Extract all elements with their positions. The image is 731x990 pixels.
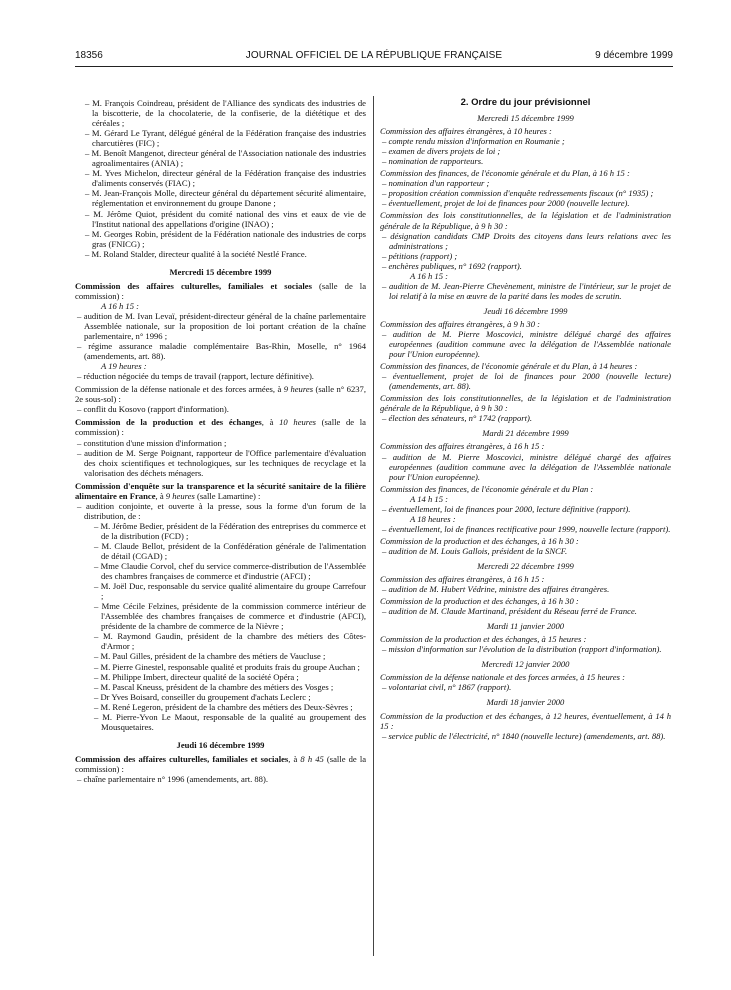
commission-title: Commission des affaires étrangères, à 16 h 15 : bbox=[380, 574, 545, 585]
left-column bbox=[75, 98, 366, 787]
page-number: 18356 bbox=[75, 50, 103, 61]
agenda-item: – audition conjointe, et ouverte à la presse, sous la forme d'un forum de la distribution, de : bbox=[77, 500, 366, 521]
list-item: – M. Pierre-Yvon Le Maout, responsable de la qualité au groupement des Mousquetaires. bbox=[94, 711, 366, 732]
commission-title: Commission des affaires étrangères, à 9 h 30 : bbox=[380, 318, 541, 329]
commission-title: Commission des finances, de l'économie générale et du Plan, à 16 h 15 : bbox=[380, 168, 630, 179]
commission-title: Commission des affaires culturelles, familiales et sociales, à 8 h 45 (salle de la commission) : bbox=[75, 753, 367, 774]
agenda-item: – audition de M. Louis Gallois, président de la SNCF. bbox=[382, 545, 568, 556]
commission-block bbox=[75, 384, 366, 414]
agenda-item: – examen de divers projets de loi ; bbox=[382, 146, 501, 157]
agenda-item: – audition de M. Serge Poignant, rapporteur de l'Office parlementaire d'évaluation des choix scientifiques et technologiques, sur les techniques de recyclage et la valorisation des déchets ménagers. bbox=[77, 447, 366, 478]
commission-title: Commission des affaires étrangères, à 10 heures : bbox=[380, 126, 552, 137]
commission-title: Commission des affaires étrangères, à 16 h 15 : bbox=[380, 441, 545, 452]
commission-title: Commission de la production et des échanges, à 16 h 30 : bbox=[380, 535, 579, 546]
column-divider bbox=[373, 96, 374, 956]
time-line: A 14 h 15 : bbox=[410, 493, 449, 504]
time-line: A 18 heures : bbox=[410, 513, 456, 524]
day-heading: Jeudi 16 décembre 1999 bbox=[176, 739, 265, 750]
commission-title: Commission des lois constitutionnelles, de la législation et de l'administration générale de la République, à 9 h 30 : bbox=[380, 210, 671, 231]
day-heading: Mardi 18 janvier 2000 bbox=[486, 697, 565, 708]
commission-title: Commission de la défense nationale et des forces armées, à 15 heures : bbox=[380, 672, 625, 683]
agenda-item: – nomination d'un rapporteur ; bbox=[382, 178, 490, 189]
day-heading: Mardi 21 décembre 1999 bbox=[482, 428, 569, 439]
issue-date: 9 décembre 1999 bbox=[595, 50, 673, 61]
agenda-item: – désignation candidats CMP Droits des citoyens dans leurs relations avec les administrations ; bbox=[382, 230, 671, 251]
commission-title: Commission des lois constitutionnelles, de la législation et de l'administration générale de la République, à 9 h 30 : bbox=[380, 393, 671, 414]
commission-block bbox=[75, 417, 366, 477]
agenda-item: – réduction négociée du temps de travail (rapport, lecture définitive). bbox=[77, 371, 314, 382]
agenda-item: – volontariat civil, n° 1867 (rapport). bbox=[382, 682, 512, 693]
list-item: – M. Roland Stalder, directeur qualité à la société Nestlé France. bbox=[85, 248, 307, 259]
day-heading: Mercredi 12 janvier 2000 bbox=[481, 659, 570, 670]
commission-title: Commission d'enquête sur la transparence et la sécurité sanitaire de la filière alimentaire en France, à 9 heures (salle Lamartine) : bbox=[75, 480, 366, 501]
agenda-item: – éventuellement, loi de finances rectificative pour 1999, nouvelle lecture (rapport). bbox=[382, 523, 671, 534]
day-heading: Mercredi 15 décembre 1999 bbox=[477, 113, 574, 124]
list-item: – M. Benoît Mangenot, directeur général de l'Association nationale des industries agroalimentaires (ANIA) ; bbox=[85, 148, 366, 169]
list-item: – M. René Legeron, président de la chambre des métiers des Deux-Sèvres ; bbox=[94, 701, 353, 712]
agenda-item: – éventuellement, loi de finances pour 2000, lecture définitive (rapport). bbox=[382, 503, 631, 514]
day-heading: Mercredi 15 décembre 1999 bbox=[169, 266, 272, 277]
commission-block bbox=[75, 281, 366, 381]
agenda-item: – audition de M. Jean-Pierre Chevènement, ministre de l'intérieur, sur le projet de loi relatif à la mise en œuvre de la parité dans les modes de scrutin. bbox=[382, 280, 671, 301]
list-item: – M. Jérôme Quiot, président du comité national des vins et eaux de vie de l'Institut national des appellations d'origine (INAO) ; bbox=[85, 208, 366, 229]
section-title: 2. Ordre du jour prévisionnel bbox=[460, 97, 591, 108]
list-item: – Mme Claudie Corvol, chef du service commerce-distribution de l'Assemblée des chambres françaises de commerce et d'industrie (AFCI) ; bbox=[94, 561, 366, 582]
list-item: – M. Joël Duc, responsable du service qualité alimentaire du groupe Carrefour ; bbox=[94, 581, 366, 602]
list-item: – M. Philippe Imbert, directeur qualité de la société Opéra ; bbox=[94, 671, 299, 682]
agenda-item: – mission d'information sur l'évolution de la distribution (rapport d'information). bbox=[382, 644, 662, 655]
opening-list bbox=[75, 98, 366, 259]
time-line: A 19 heures : bbox=[101, 361, 147, 372]
agenda-item: – service public de l'électricité, n° 1840 (nouvelle lecture) (amendements, art. 88). bbox=[382, 730, 666, 741]
commission-title: Commission de la production et des échanges, à 10 heures (salle de la commission) : bbox=[75, 417, 366, 438]
commission-title: Commission des affaires culturelles, familiales et sociales (salle de la commission) : bbox=[75, 280, 367, 301]
list-item: – M. Pierre Ginestel, responsable qualité et produits frais du groupe Auchan ; bbox=[94, 661, 360, 672]
commission-title: Commission des finances, de l'économie générale et du Plan, à 14 heures : bbox=[380, 361, 638, 372]
agenda-item: – constitution d'une mission d'information ; bbox=[77, 437, 227, 448]
time-line: A 16 h 15 : bbox=[101, 300, 140, 311]
agenda-item: – audition de M. Ivan Levaï, président-directeur général de la chaîne parlementaire Assemblée nationale, sur la proposition de loi portant création de la chaîne parlementaire, n° 1996 ; bbox=[77, 310, 366, 342]
commission-title: Commission de la production et des échanges, à 15 heures : bbox=[380, 634, 587, 645]
right-column bbox=[380, 98, 671, 741]
list-item: – M. Raymond Gaudin, président de la chambre des métiers des Côtes-d'Armor ; bbox=[94, 631, 366, 652]
agenda-item: – proposition création commission d'enquête redressements fiscaux (n° 1935) ; bbox=[382, 188, 654, 199]
day-heading: Mardi 11 janvier 2000 bbox=[486, 621, 565, 632]
day-heading: Mercredi 22 décembre 1999 bbox=[477, 560, 574, 571]
agenda-item: – chaîne parlementaire n° 1996 (amendements, art. 88). bbox=[77, 774, 268, 784]
agenda-item: – compte rendu mission d'information en Roumanie ; bbox=[382, 136, 565, 147]
list-item: – M. Paul Gilles, président de la chambre des métiers de Vaucluse ; bbox=[94, 651, 326, 662]
time-line: A 16 h 15 : bbox=[410, 270, 449, 281]
agenda-item: – élection des sénateurs, n° 1742 (rapport). bbox=[382, 413, 532, 424]
list-item: – M. Claude Bellot, président de la Confédération générale de l'alimentation de détail (CGAD) ; bbox=[94, 540, 366, 562]
list-item: – M. Gérard Le Tyrant, délégué général de la Fédération française des industries charcutières (FIC) ; bbox=[85, 128, 366, 149]
agenda-item: – audition de M. Pierre Moscovici, ministre délégué chargé des affaires européennes (audition commune avec la délégation de l'Assemblée nationale pour l'Union européenne). bbox=[382, 328, 671, 360]
list-item: – M. Jean-François Molle, directeur général du département sécurité alimentaire, réglementation et environnement du groupe Danone ; bbox=[85, 188, 366, 209]
day-heading: Jeudi 16 décembre 1999 bbox=[483, 305, 568, 316]
agenda-item: – éventuellement, projet de loi de finances pour 2000 (nouvelle lecture). bbox=[382, 198, 630, 209]
agenda-item: – audition de M. Hubert Védrine, ministre des affaires étrangères. bbox=[382, 584, 610, 595]
commission-block bbox=[75, 754, 366, 784]
agenda-item: – régime assurance maladie complémentaire Bas-Rhin, Moselle, n° 1964 (amendements, art. 88). bbox=[77, 341, 366, 362]
list-item: – Dr Yves Boisard, conseiller du groupement d'achats Leclerc ; bbox=[94, 691, 311, 702]
commission-title: Commission des finances, de l'économie générale et du Plan : bbox=[380, 483, 594, 494]
agenda-item: – pétitions (rapport) ; bbox=[382, 250, 458, 261]
commission-title: Commission de la production et des échanges, à 12 heures, éventuellement, à 14 h 15 : bbox=[380, 710, 671, 731]
agenda-item: – nomination de rapporteurs. bbox=[382, 156, 484, 167]
agenda-item: – conflit du Kosovo (rapport d'information). bbox=[77, 404, 229, 415]
agenda-item: – audition de M. Claude Martinand, président du Réseau ferré de France. bbox=[382, 606, 637, 617]
list-item: – Mme Cécile Felzines, présidente de la commission commerce intérieur de l'Assemblée des chambres françaises de commerce et d'industrie (AFCI), présidente de la chambre de commerce de la Nièvre ; bbox=[94, 601, 366, 632]
journal-title: JOURNAL OFFICIEL DE LA RÉPUBLIQUE FRANÇAISE bbox=[245, 50, 503, 61]
list-item: – M. Pascal Kneuss, président de la chambre des métiers des Vosges ; bbox=[94, 681, 334, 692]
agenda-item: – enchères publiques, n° 1692 (rapport). bbox=[382, 260, 522, 271]
page-header bbox=[75, 50, 673, 64]
commission-title: Commission de la production et des échanges, à 16 h 30 : bbox=[380, 596, 579, 607]
list-item: – M. François Coindreau, président de l'Alliance des syndicats des industries de la biscotterie, de la chocolaterie, de la confiserie, de la diététique et des céréales ; bbox=[85, 98, 366, 129]
agenda-item: – éventuellement, projet de loi de finances pour 2000 (nouvelle lecture) (amendements, art. 88). bbox=[382, 371, 671, 392]
agenda-item: – audition de M. Pierre Moscovici, ministre délégué chargé des affaires européennes (audition commune avec la délégation de l'Assemblée nationale pour l'Union européenne). bbox=[382, 451, 671, 482]
list-item: – M. Georges Robin, président de la Fédération nationale des industries de corps gras (FNICG) ; bbox=[85, 228, 366, 249]
list-item: – M. Jérôme Bedier, président de la Fédération des entreprises du commerce et de la distribution (FCD) ; bbox=[94, 520, 366, 541]
commission-block bbox=[75, 481, 366, 732]
commission-title: Commission de la défense nationale et des forces armées, à 9 heures (salle n° 6237, 2e sous-sol) : bbox=[75, 384, 367, 405]
header-rule bbox=[75, 66, 673, 67]
list-item: – M. Yves Michelon, directeur général de la Fédération française des industries d'aliments conservés (FIAC) ; bbox=[85, 168, 366, 189]
